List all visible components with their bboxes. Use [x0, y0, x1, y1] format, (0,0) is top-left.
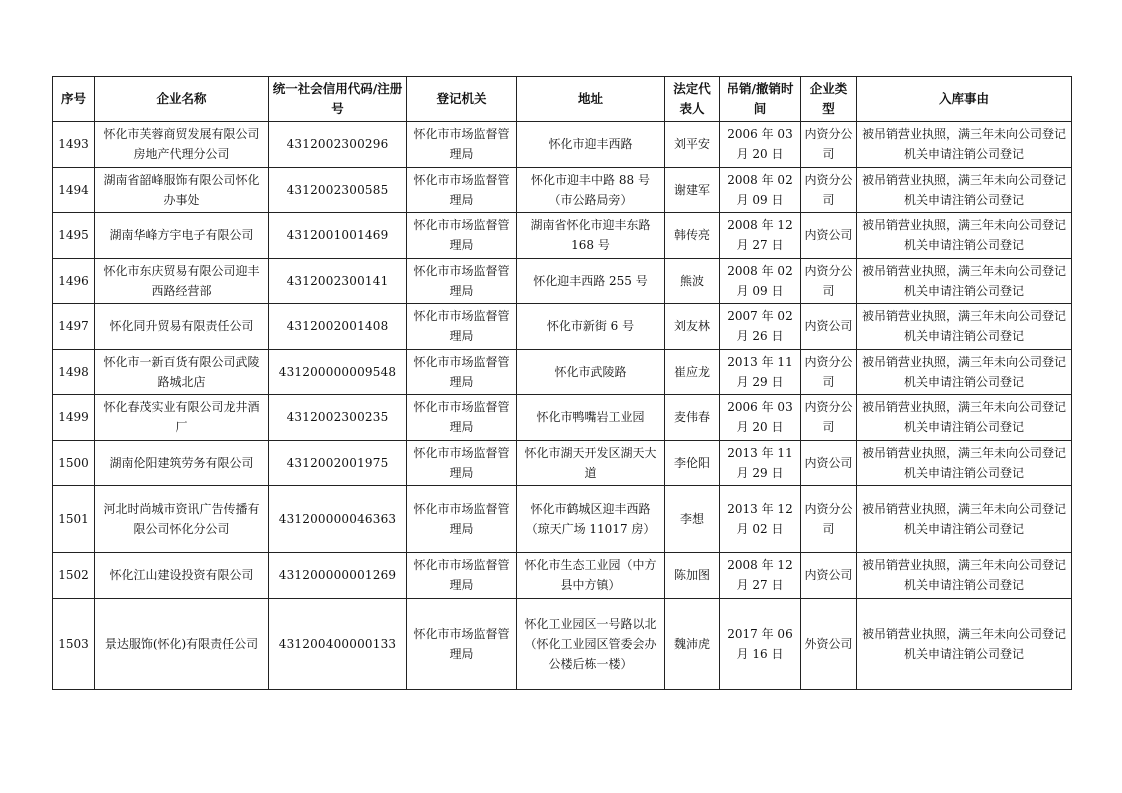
- company-type-cell: 内资分公司: [801, 395, 857, 441]
- credit-code-cell: 4312002001408: [269, 304, 407, 350]
- company-type-cell: 内资分公司: [801, 122, 857, 168]
- row-number-cell: 1502: [53, 553, 95, 599]
- credit-code-cell: 4312002300235: [269, 395, 407, 441]
- company-name-cell: 怀化市东庆贸易有限公司迎丰西路经营部: [95, 258, 269, 304]
- entry-reason-cell: 被吊销营业执照，满三年未向公司登记机关申请注销公司登记: [857, 304, 1072, 350]
- header-cell: 吊销/撤销时间: [720, 77, 801, 122]
- address-cell: 怀化迎丰西路 255 号: [517, 258, 665, 304]
- table-row: [53, 167, 1072, 213]
- entry-reason-cell: 被吊销营业执照，满三年未向公司登记机关申请注销公司登记: [857, 598, 1072, 689]
- registration-authority-cell: 怀化市市场监督管理局: [407, 553, 517, 599]
- company-type-cell: 内资公司: [801, 553, 857, 599]
- credit-code-cell: 4312002300585: [269, 167, 407, 213]
- registration-authority-cell: 怀化市市场监督管理局: [407, 213, 517, 259]
- company-name-cell: 景达服饰(怀化)有限责任公司: [95, 598, 269, 689]
- row-number-cell: 1500: [53, 440, 95, 486]
- header-cell: 序号: [53, 77, 95, 122]
- registration-authority-cell: 怀化市市场监督管理局: [407, 258, 517, 304]
- registration-authority-cell: 怀化市市场监督管理局: [407, 167, 517, 213]
- legal-representative-cell: 崔应龙: [665, 349, 720, 395]
- address-cell: 怀化市鹤城区迎丰西路（琼天广场 11017 房）: [517, 486, 665, 553]
- table-row: [53, 304, 1072, 350]
- revocation-date-cell: 2017 年 06 月 16 日: [720, 598, 801, 689]
- entry-reason-cell: 被吊销营业执照，满三年未向公司登记机关申请注销公司登记: [857, 553, 1072, 599]
- table-row: [53, 349, 1072, 395]
- address-cell: 怀化市生态工业园（中方县中方镇）: [517, 553, 665, 599]
- address-cell: 怀化市武陵路: [517, 349, 665, 395]
- row-number-cell: 1503: [53, 598, 95, 689]
- revocation-date-cell: 2013 年 12 月 02 日: [720, 486, 801, 553]
- registry-table: [52, 76, 1072, 690]
- row-number-cell: 1495: [53, 213, 95, 259]
- company-type-cell: 内资分公司: [801, 486, 857, 553]
- company-type-cell: 内资分公司: [801, 258, 857, 304]
- legal-representative-cell: 谢建军: [665, 167, 720, 213]
- company-name-cell: 河北时尚城市资讯广告传播有限公司怀化分公司: [95, 486, 269, 553]
- entry-reason-cell: 被吊销营业执照，满三年未向公司登记机关申请注销公司登记: [857, 167, 1072, 213]
- legal-representative-cell: 魏沛虎: [665, 598, 720, 689]
- address-cell: 怀化市迎丰中路 88 号（市公路局旁）: [517, 167, 665, 213]
- revocation-date-cell: 2006 年 03 月 20 日: [720, 395, 801, 441]
- entry-reason-cell: 被吊销营业执照，满三年未向公司登记机关申请注销公司登记: [857, 395, 1072, 441]
- table-row: [53, 440, 1072, 486]
- revocation-date-cell: 2008 年 02 月 09 日: [720, 258, 801, 304]
- company-type-cell: 内资公司: [801, 304, 857, 350]
- revocation-date-cell: 2013 年 11 月 29 日: [720, 440, 801, 486]
- table-row: [53, 598, 1072, 689]
- revocation-date-cell: 2013 年 11 月 29 日: [720, 349, 801, 395]
- registration-authority-cell: 怀化市市场监督管理局: [407, 304, 517, 350]
- legal-representative-cell: 麦伟春: [665, 395, 720, 441]
- row-number-cell: 1501: [53, 486, 95, 553]
- registration-authority-cell: 怀化市市场监督管理局: [407, 395, 517, 441]
- address-cell: 怀化市湖天开发区湖天大道: [517, 440, 665, 486]
- table-row: [53, 486, 1072, 553]
- table-body: [53, 122, 1072, 690]
- revocation-date-cell: 2008 年 12 月 27 日: [720, 213, 801, 259]
- row-number-cell: 1497: [53, 304, 95, 350]
- legal-representative-cell: 陈加图: [665, 553, 720, 599]
- credit-code-cell: 431200000046363: [269, 486, 407, 553]
- header-cell: 地址: [517, 77, 665, 122]
- header-cell: 登记机关: [407, 77, 517, 122]
- credit-code-cell: 431200000001269: [269, 553, 407, 599]
- credit-code-cell: 4312002300296: [269, 122, 407, 168]
- company-name-cell: 怀化同升贸易有限责任公司: [95, 304, 269, 350]
- registration-authority-cell: 怀化市市场监督管理局: [407, 598, 517, 689]
- company-name-cell: 湖南华峰方宇电子有限公司: [95, 213, 269, 259]
- entry-reason-cell: 被吊销营业执照，满三年未向公司登记机关申请注销公司登记: [857, 440, 1072, 486]
- registration-authority-cell: 怀化市市场监督管理局: [407, 349, 517, 395]
- table-row: [53, 395, 1072, 441]
- row-number-cell: 1496: [53, 258, 95, 304]
- revocation-date-cell: 2006 年 03 月 20 日: [720, 122, 801, 168]
- entry-reason-cell: 被吊销营业执照，满三年未向公司登记机关申请注销公司登记: [857, 122, 1072, 168]
- row-number-cell: 1493: [53, 122, 95, 168]
- address-cell: 怀化工业园区一号路以北（怀化工业园区管委会办公楼后栋一楼）: [517, 598, 665, 689]
- table-row: [53, 258, 1072, 304]
- row-number-cell: 1494: [53, 167, 95, 213]
- company-name-cell: 怀化市芙蓉商贸发展有限公司房地产代理分公司: [95, 122, 269, 168]
- header-cell: 法定代表人: [665, 77, 720, 122]
- credit-code-cell: 431200400000133: [269, 598, 407, 689]
- revocation-date-cell: 2007 年 02 月 26 日: [720, 304, 801, 350]
- company-type-cell: 外资公司: [801, 598, 857, 689]
- header-cell: 企业类型: [801, 77, 857, 122]
- header-cell: 企业名称: [95, 77, 269, 122]
- address-cell: 怀化市新街 6 号: [517, 304, 665, 350]
- credit-code-cell: 4312002001975: [269, 440, 407, 486]
- entry-reason-cell: 被吊销营业执照，满三年未向公司登记机关申请注销公司登记: [857, 486, 1072, 553]
- legal-representative-cell: 韩传亮: [665, 213, 720, 259]
- company-type-cell: 内资分公司: [801, 349, 857, 395]
- revocation-date-cell: 2008 年 02 月 09 日: [720, 167, 801, 213]
- legal-representative-cell: 刘平安: [665, 122, 720, 168]
- address-cell: 怀化市迎丰西路: [517, 122, 665, 168]
- company-type-cell: 内资公司: [801, 440, 857, 486]
- legal-representative-cell: 熊波: [665, 258, 720, 304]
- table-header-row: [53, 77, 1072, 122]
- legal-representative-cell: 刘友林: [665, 304, 720, 350]
- registration-authority-cell: 怀化市市场监督管理局: [407, 440, 517, 486]
- credit-code-cell: 431200000009548: [269, 349, 407, 395]
- row-number-cell: 1498: [53, 349, 95, 395]
- revocation-date-cell: 2008 年 12 月 27 日: [720, 553, 801, 599]
- credit-code-cell: 4312002300141: [269, 258, 407, 304]
- entry-reason-cell: 被吊销营业执照，满三年未向公司登记机关申请注销公司登记: [857, 213, 1072, 259]
- legal-representative-cell: 李伦阳: [665, 440, 720, 486]
- company-name-cell: 怀化江山建设投资有限公司: [95, 553, 269, 599]
- table-row: [53, 122, 1072, 168]
- registration-authority-cell: 怀化市市场监督管理局: [407, 486, 517, 553]
- company-name-cell: 怀化市一新百货有限公司武陵路城北店: [95, 349, 269, 395]
- company-name-cell: 湖南伦阳建筑劳务有限公司: [95, 440, 269, 486]
- table-row: [53, 213, 1072, 259]
- credit-code-cell: 4312001001469: [269, 213, 407, 259]
- company-name-cell: 怀化春茂实业有限公司龙井酒厂: [95, 395, 269, 441]
- legal-representative-cell: 李想: [665, 486, 720, 553]
- entry-reason-cell: 被吊销营业执照，满三年未向公司登记机关申请注销公司登记: [857, 258, 1072, 304]
- address-cell: 怀化市鸭嘴岩工业园: [517, 395, 665, 441]
- company-name-cell: 湖南省韶峰服饰有限公司怀化办事处: [95, 167, 269, 213]
- header-cell: 入库事由: [857, 77, 1072, 122]
- header-cell: 统一社会信用代码/注册号: [269, 77, 407, 122]
- company-type-cell: 内资公司: [801, 213, 857, 259]
- entry-reason-cell: 被吊销营业执照，满三年未向公司登记机关申请注销公司登记: [857, 349, 1072, 395]
- address-cell: 湖南省怀化市迎丰东路 168 号: [517, 213, 665, 259]
- registration-authority-cell: 怀化市市场监督管理局: [407, 122, 517, 168]
- row-number-cell: 1499: [53, 395, 95, 441]
- company-type-cell: 内资分公司: [801, 167, 857, 213]
- table-row: [53, 553, 1072, 599]
